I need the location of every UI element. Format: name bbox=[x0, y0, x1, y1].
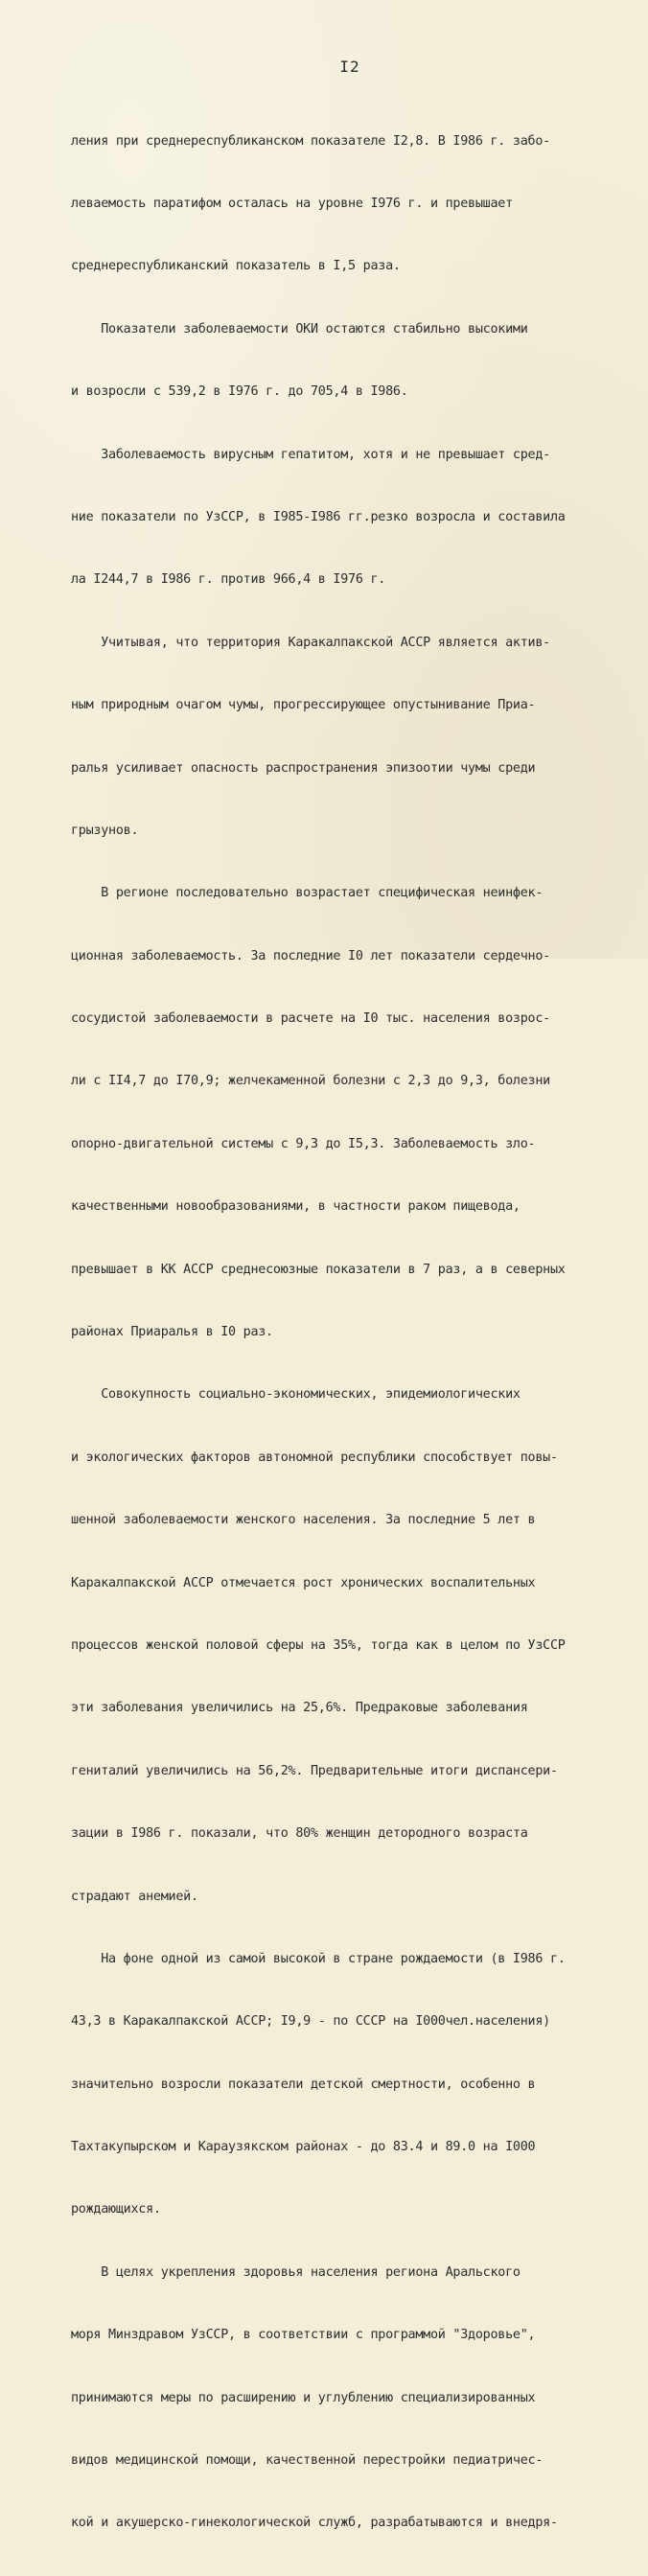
text-line: процессов женской половой сферы на 35%, тогда как в целом по УзССР bbox=[71, 1637, 566, 1653]
text-line: качественными новообразованиями, в частности раком пищевода, bbox=[71, 1199, 521, 1215]
text-line: превышает в КК АССР среднесоюзные показатели в 7 раз, а в северных bbox=[71, 1262, 566, 1277]
text-line: и экологических факторов автономной республики способствует повы- bbox=[71, 1450, 558, 1465]
text-line: видов медицинской помощи, качественной перестройки педиатричес- bbox=[71, 2453, 544, 2469]
text-line: страдают анемией. bbox=[71, 1889, 198, 1904]
text-line: ления при среднереспубликанском показателе I2,8. В I986 г. забо- bbox=[71, 133, 550, 149]
text-line: принимаются меры по расширению и углублению специализированных bbox=[71, 2390, 536, 2405]
page-number: I2 bbox=[339, 58, 360, 76]
text-line: Показатели заболеваемости ОКИ остаются стабильно высокими bbox=[71, 321, 528, 337]
text-line: ралья усиливает опасность распространения эпизоотии чумы среди bbox=[71, 760, 536, 776]
text-line: и возросли с 539,2 в I976 г. до 705,4 в I986. bbox=[71, 384, 408, 400]
text-line: ла I244,7 в I986 г. против 966,4 в I976 г. bbox=[71, 572, 386, 588]
text-line: Совокупность социально-экономических, эпидемиологических bbox=[71, 1387, 521, 1403]
text-line: Тахтакупырском и Караузякском районах - до 83.4 и 89.0 на I000 bbox=[71, 2140, 536, 2155]
text-line: грызунов. bbox=[71, 823, 139, 838]
text-line: На фоне одной из самой высокой в стране рождаемости (в I986 г. bbox=[71, 1951, 566, 1966]
text-line: гениталий увеличились на 56,2%. Предварительные итоги диспансери- bbox=[71, 1763, 558, 1778]
text-line: В регионе последовательно возрастает специфическая неинфек- bbox=[71, 886, 544, 901]
text-line: В целях укрепления здоровья населения региона Аральского bbox=[71, 2264, 521, 2280]
text-line: зации в I986 г. показали, что 80% женщин детородного возраста bbox=[71, 1826, 528, 1842]
text-line: эти заболевания увеличились на 25,6%. Предраковые заболевания bbox=[71, 1701, 528, 1716]
text-line: Учитывая, что территория Каракалпакской АССР является актив- bbox=[71, 635, 550, 650]
text-line: рождающихся. bbox=[71, 2202, 161, 2217]
body-text bbox=[71, 89, 610, 2576]
text-line: опорно-двигательной системы с 9,3 до I5,3. Заболеваемость зло- bbox=[71, 1136, 536, 1151]
text-line: шенной заболеваемости женского населения. За последние 5 лет в bbox=[71, 1513, 536, 1528]
text-line: ционная заболеваемость. За последние I0 лет показатели сердечно- bbox=[71, 948, 550, 963]
text-line: значительно возросли показатели детской смертности, особенно в bbox=[71, 2077, 536, 2092]
text-line: Заболеваемость вирусным гепатитом, хотя и не превышает сред- bbox=[71, 447, 550, 462]
text-line: ли с II4,7 до I70,9; желчекаменной болезни с 2,3 до 9,3, болезни bbox=[71, 1074, 550, 1089]
text-line: кой и акушерско-гинекологической служб, разрабатываются и внедря- bbox=[71, 2516, 558, 2531]
text-line: моря Минздравом УзССР, в соответствии с программой "Здоровье", bbox=[71, 2328, 536, 2343]
text-line: Каракалпакской АССР отмечается рост хронических воспалительных bbox=[71, 1575, 536, 1590]
text-line: районах Приаралья в I0 раз. bbox=[71, 1325, 273, 1340]
text-line: сосудистой заболеваемости в расчете на I0 тыс. населения возрос- bbox=[71, 1011, 550, 1027]
text-line: среднереспубликанский показатель в I,5 раза. bbox=[71, 259, 401, 274]
text-line: ние показатели по УзССР, в I985-I986 гг.резко возросла и составила bbox=[71, 509, 566, 524]
text-line: леваемость паратифом осталась на уровне I976 г. и превышает bbox=[71, 196, 513, 211]
text-line: ным природным очагом чумы, прогрессирующее опустынивание Приа- bbox=[71, 698, 536, 713]
text-line: 43,3 в Каракалпакской АССР; I9,9 - по СССР на I000чел.населения) bbox=[71, 2014, 550, 2030]
